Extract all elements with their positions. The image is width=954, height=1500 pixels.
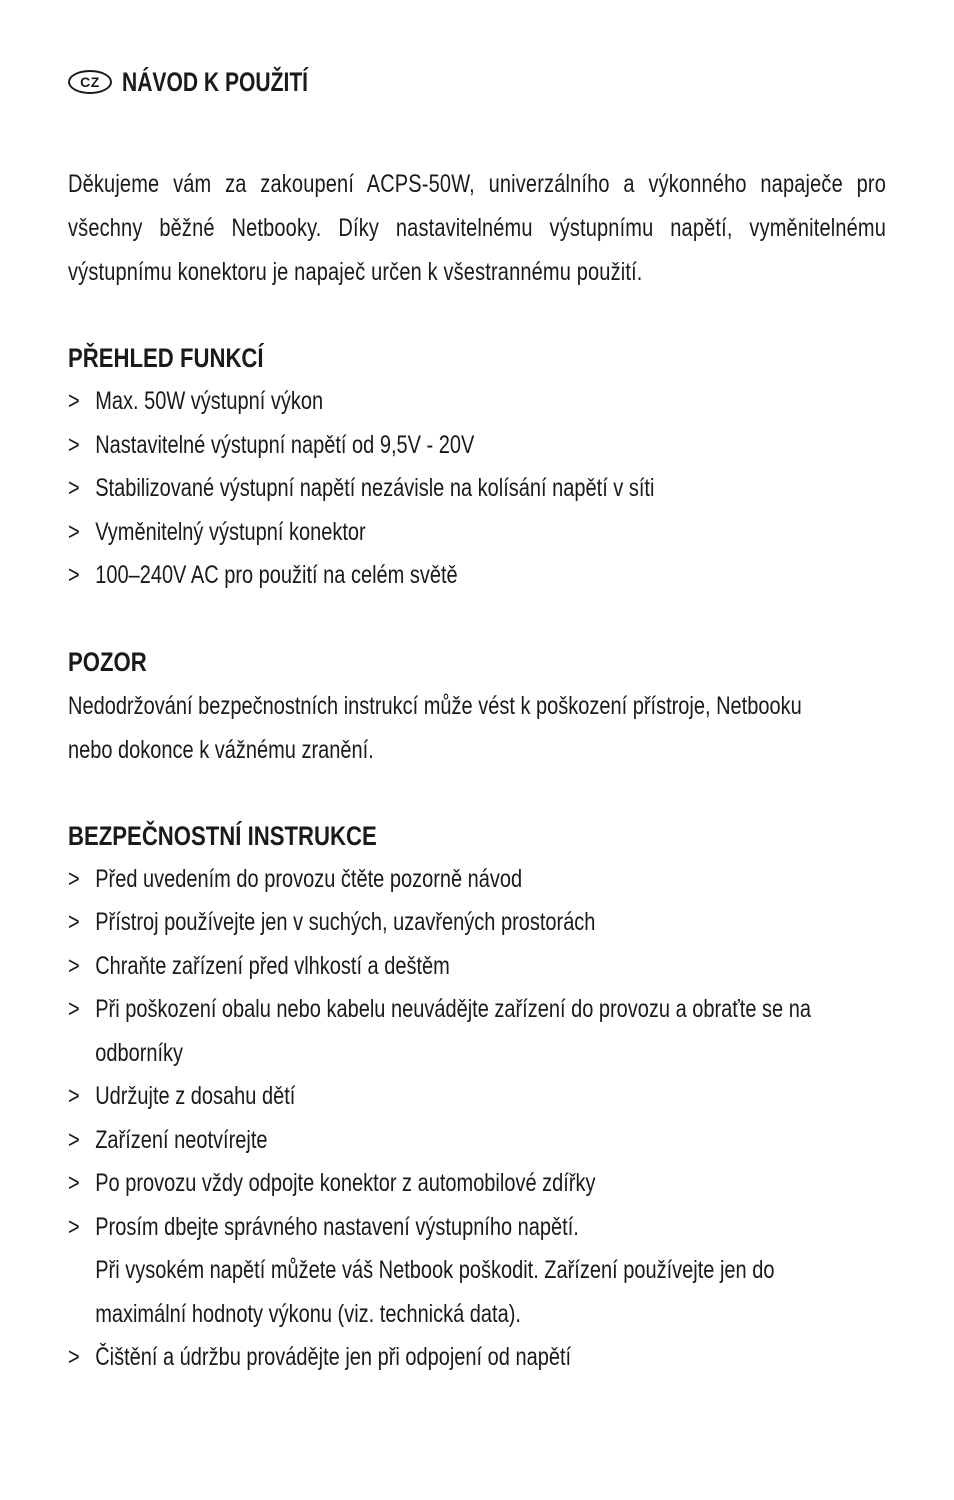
list-item-text: Přístroj používejte jen v suchých, uzavřených prostorách (95, 908, 596, 936)
list-item (68, 511, 886, 555)
warning-wrap (68, 684, 886, 772)
list-item-text: Při poškození obalu nebo kabelu neuvádějte zařízení do provozu a obraťte se na odborníky (95, 995, 811, 1067)
page-title: NÁVOD K POUŽITÍ (122, 66, 309, 97)
list-item-text: Max. 50W výstupní výkon (95, 387, 324, 415)
list-item-text: Zařízení neotvírejte (95, 1125, 268, 1154)
bullet-icon: > (68, 1125, 80, 1154)
list-item (68, 1206, 836, 1337)
features-heading: PŘEHLED FUNKCÍ (68, 343, 264, 373)
intro-paragraph: Děkujeme vám za zakoupení ACPS-50W, univerzálního a výkonného napaječe pro všechny běžné Netbooky. Díky nastavitelnému výstupnímu napětí, vyměnitelnému výstupnímu konektoru je napaječ určen k všestrannému použití. (68, 170, 886, 286)
title-row (68, 52, 886, 112)
list-item-text: Nastavitelné výstupní napětí od 9,5V - 20V (95, 430, 475, 459)
bullet-icon: > (68, 1169, 80, 1197)
manual-page (68, 52, 886, 1380)
bullet-icon: > (68, 1212, 80, 1241)
warning-heading: POZOR (68, 646, 147, 677)
list-item (68, 988, 836, 1075)
list-item-text: Čištění a údržbu provádějte jen při odpojení od napětí (95, 1343, 572, 1371)
bullet-icon: > (68, 995, 80, 1023)
list-item-text: Chraňte zařízení před vlhkostí a deštěm (95, 951, 450, 980)
list-item (68, 1162, 836, 1206)
list-item-text: Vyměnitelný výstupní konektor (95, 517, 366, 546)
safety-list (68, 858, 836, 1380)
bullet-icon: > (68, 430, 80, 459)
bullet-icon: > (68, 1082, 80, 1110)
language-badge-icon: CZ (68, 70, 112, 94)
bullet-icon: > (68, 951, 80, 980)
list-item-text: Prosím dbejte správného nastavení výstupního napětí. Při vysokém napětí můžete váš Netbook poškodit. Zařízení používejte jen do maximální hodnoty výkonu (viz. technická data). (95, 1212, 775, 1328)
bullet-icon: > (68, 864, 80, 893)
bullet-icon: > (68, 517, 80, 546)
list-item (68, 467, 886, 511)
list-item (68, 1075, 836, 1119)
features-list-wrap (68, 380, 886, 598)
bullet-icon: > (68, 1343, 80, 1371)
bullet-icon: > (68, 561, 80, 589)
intro-section (68, 162, 886, 294)
bullet-icon: > (68, 474, 80, 502)
list-item (68, 380, 886, 424)
list-item (68, 901, 836, 945)
bullet-icon: > (68, 908, 80, 936)
list-item (68, 858, 836, 902)
list-item (68, 1336, 836, 1380)
list-item-text: Před uvedením do provozu čtěte pozorně návod (95, 864, 523, 893)
safety-list-wrap (68, 858, 886, 1380)
warning-paragraph: Nedodržování bezpečnostních instrukcí může vést k poškození přístroje, Netbooku nebo dokonce k vážnému zranění. (68, 691, 802, 764)
list-item-text: Stabilizované výstupní napětí nezávisle na kolísání napětí v síti (95, 474, 655, 502)
list-item-text: Po provozu vždy odpojte konektor z automobilové zdířky (95, 1169, 596, 1197)
list-item (68, 554, 886, 598)
list-item-text: Udržujte z dosahu dětí (95, 1082, 296, 1110)
list-item-text: 100–240V AC pro použití na celém světě (95, 561, 458, 589)
list-item (68, 1119, 836, 1163)
list-item (68, 945, 836, 989)
bullet-icon: > (68, 387, 80, 415)
list-item (68, 424, 886, 468)
features-list (68, 380, 886, 598)
safety-heading: BEZPEČNOSTNÍ INSTRUKCE (68, 820, 377, 851)
